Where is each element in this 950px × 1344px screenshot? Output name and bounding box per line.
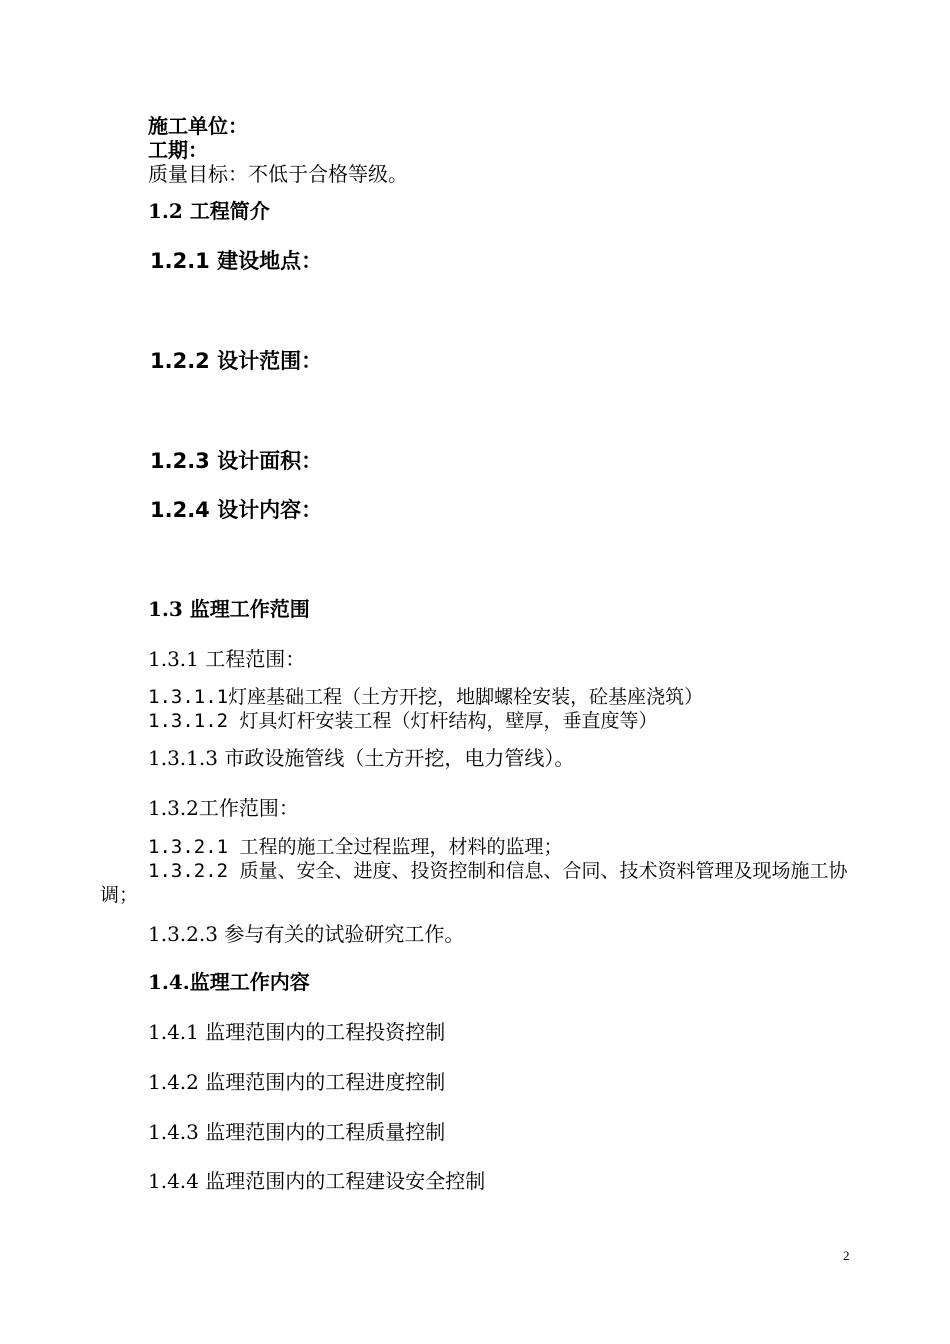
- item-1-3-2-1: 1.3.2.1 工程的施工全过程监理，材料的监理；: [148, 836, 563, 858]
- item-1-3-2-title: 1.3.2工作范围：: [148, 796, 299, 820]
- item-1-2-4: 1.2.4 设计内容：: [150, 498, 323, 522]
- item-1-4-2: 1.4.2 监理范围内的工程进度控制: [148, 1070, 446, 1094]
- page-number: 2: [843, 1248, 850, 1263]
- item-1-2-1: 1.2.1 建设地点：: [150, 249, 323, 273]
- item-1-3-2-2: 1.3.2.2 质量、安全、进度、投资控制和信息、合同、技术资料管理及现场施工协调；: [100, 860, 848, 906]
- section-1-2-heading: 1.2 工程简介: [148, 199, 270, 223]
- item-1-4-1: 1.4.1 监理范围内的工程投资控制: [148, 1020, 446, 1044]
- item-1-3-1-2: 1.3.1.2 灯具灯杆安装工程（灯杆结构，壁厚，垂直度等）: [148, 710, 658, 732]
- item-1-4-3: 1.4.3 监理范围内的工程质量控制: [148, 1120, 446, 1144]
- item-1-2-2: 1.2.2 设计范围：: [150, 349, 323, 373]
- item-1-3-1-1: 1.3.1.1灯座基础工程（土方开挖，地脚螺栓安装，砼基座浇筑）: [148, 686, 704, 708]
- item-1-3-2-3: 1.3.2.3 参与有关的试验研究工作。: [148, 922, 465, 946]
- item-1-2-3: 1.2.3 设计面积：: [150, 449, 323, 473]
- item-1-4-4: 1.4.4 监理范围内的工程建设安全控制: [148, 1169, 486, 1193]
- section-1-3-heading: 1.3 监理工作范围: [148, 597, 310, 621]
- item-1-3-1-3: 1.3.1.3 市政设施管线（土方开挖，电力管线）。: [148, 746, 575, 770]
- section-1-4-heading: 1.4.监理工作内容: [148, 970, 310, 994]
- duration-label: 工期：: [148, 138, 208, 162]
- item-1-3-1-title: 1.3.1 工程范围：: [148, 647, 306, 671]
- quality-target-text: 质量目标：不低于合格等级。: [148, 162, 408, 186]
- contractor-label: 施工单位：: [148, 114, 248, 138]
